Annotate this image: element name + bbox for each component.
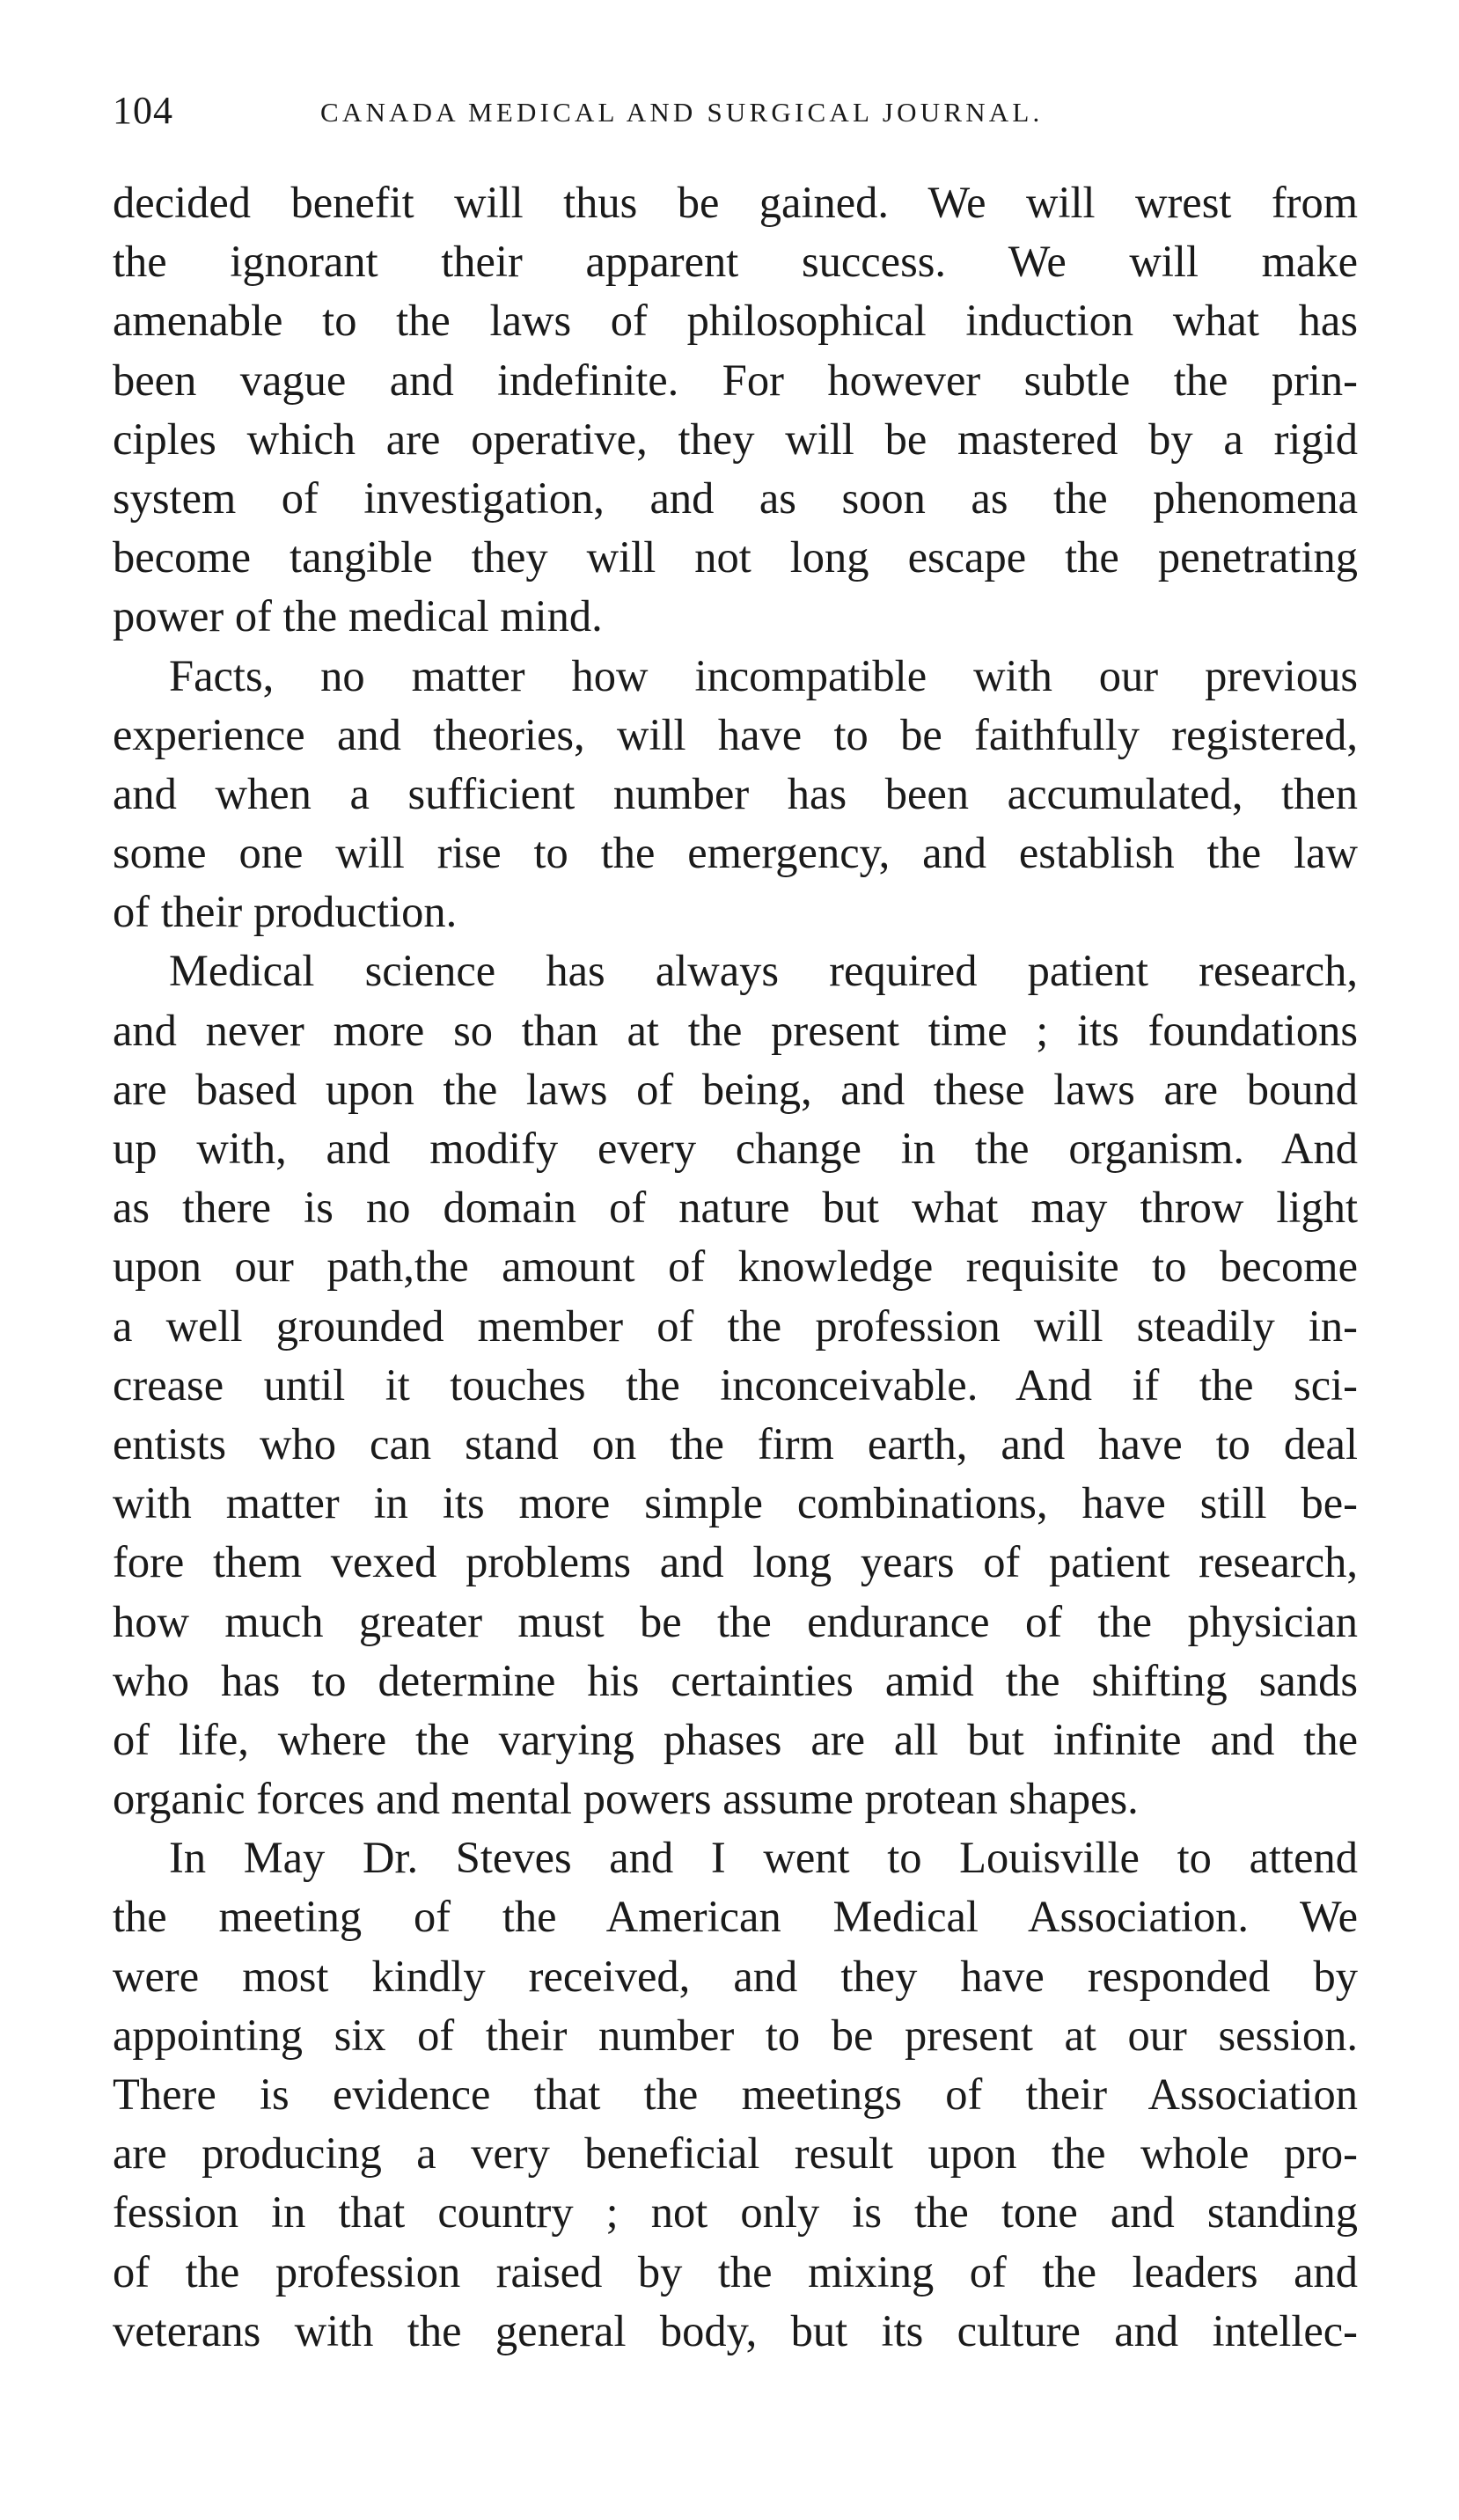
text-line: system of investigation, and as soon as the phenomena (113, 472, 1358, 523)
text-line: been vague and indefinite. For however subtle the prin- (113, 355, 1358, 405)
text-line: experience and theories, will have to be faithfully registered, (113, 709, 1358, 759)
text-line: organic forces and mental powers assume protean shapes. (113, 1774, 1139, 1824)
text-line: and when a sufficient number has been accumulated, then (113, 768, 1358, 818)
text-line: of the profession raised by the mixing of the leaders and (113, 2246, 1358, 2297)
running-head (113, 88, 1362, 141)
text-line: entists who can stand on the firm earth, and have to deal (113, 1418, 1358, 1469)
text-line: who has to determine his certainties amid the shifting sands (113, 1655, 1358, 1705)
text-line: There is evidence that the meetings of their Association (113, 2069, 1358, 2119)
text-line: veterans with the general body, but its culture and intellec- (113, 2305, 1358, 2355)
text-line: appointing six of their number to be present at our session. (113, 2010, 1358, 2060)
paragraph-first-line: In May Dr. Steves and I went to Louisville to attend (169, 1833, 1358, 1883)
text-line: power of the medical mind. (113, 591, 603, 641)
text-line: decided benefit will thus be gained. We will wrest from (113, 178, 1358, 227)
text-line: of their production. (113, 887, 458, 937)
text-line: amenable to the laws of philosophical induction what has (113, 296, 1358, 346)
text-line: as there is no domain of nature but what may throw light (113, 1183, 1358, 1233)
text-line: crease until it touches the inconceivable. And if the sci- (113, 1359, 1358, 1410)
text-line: become tangible they will not long escape the penetrating (113, 532, 1358, 582)
text-line: up with, and modify every change in the organism. And (113, 1124, 1358, 1173)
text-line: are producing a very beneficial result upon the whole pro- (113, 2128, 1358, 2179)
text-line: how much greater must be the endurance of the physician (113, 1596, 1358, 1646)
journal-title: CANADA MEDICAL AND SURGICAL JOURNAL. (320, 97, 1044, 128)
paragraph-first-line: Facts, no matter how incompatible with our previous (169, 650, 1358, 700)
paragraph-first-line: Medical science has always required patient research, (169, 946, 1358, 996)
page-number: 104 (113, 89, 173, 132)
text-line: fore them vexed problems and long years of patient research, (113, 1537, 1358, 1587)
text-line: and never more so than at the present time ; its foundations (113, 1005, 1358, 1055)
text-line: a well grounded member of the profession will steadily in- (113, 1300, 1358, 1351)
text-line: ciples which are operative, they will be mastered by a rigid (113, 414, 1358, 464)
text-line: of life, where the varying phases are all but infinite and the (113, 1714, 1358, 1764)
text-line: were most kindly received, and they have responded by (113, 1951, 1358, 2001)
text-line: are based upon the laws of being, and these laws are bound (113, 1064, 1358, 1114)
text-line: some one will rise to the emergency, and establish the law (113, 828, 1358, 878)
text-line: fession in that country ; not only is the tone and standing (113, 2187, 1358, 2238)
text-line: with matter in its more simple combinations, have still be- (113, 1478, 1358, 1528)
text-line: upon our path,the amount of knowledge requisite to become (113, 1242, 1358, 1292)
text-line: the meeting of the American Medical Association. We (113, 1892, 1358, 1942)
text-line: the ignorant their apparent success. We will make (113, 237, 1358, 287)
body-text (113, 173, 1358, 2361)
